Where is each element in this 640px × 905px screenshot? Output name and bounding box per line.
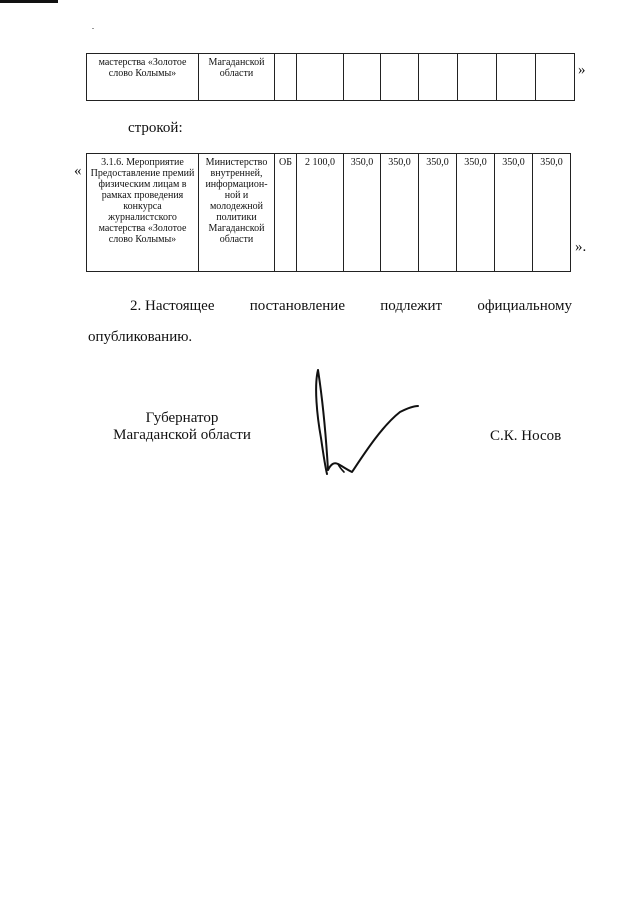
paragraph-2-line-1: [130, 298, 572, 315]
table-cell: [297, 54, 344, 101]
table-cell: [419, 54, 458, 101]
table-cell: [344, 54, 381, 101]
table-row: [87, 54, 575, 101]
new-row-year-value: 350,0: [495, 154, 533, 272]
table-new-row: [86, 153, 571, 272]
new-row-open-quote: «: [74, 163, 82, 179]
header-rule: [0, 0, 58, 3]
paragraph-word: официальному: [477, 298, 572, 314]
new-row-year-value: 350,0: [419, 154, 457, 272]
new-row-year-value: 350,0: [344, 154, 381, 272]
signer-position-line-2: Магаданской области: [113, 427, 251, 443]
signer-position-line-1: Губернатор: [145, 410, 219, 426]
paragraph-word: постановление: [249, 298, 345, 314]
table-cell: [458, 54, 497, 101]
old-row-name: мастерства «Золотое слово Колымы»: [87, 54, 199, 101]
signer-name: С.К. Носов: [490, 428, 562, 444]
replace-word: строкой:: [128, 120, 183, 136]
new-row-total: 2 100,0: [297, 154, 344, 272]
paragraph-word: 2. Настоящее: [130, 298, 215, 314]
table-old-row: [86, 53, 575, 101]
paragraph-2-line-2: опубликованию.: [88, 329, 193, 345]
new-row-source: ОБ: [275, 154, 297, 272]
old-row-close-quote: »: [578, 62, 586, 78]
old-row-executor: Магаданской области: [199, 54, 275, 101]
paragraph-word: подлежит: [380, 298, 443, 314]
table-cell: [275, 54, 297, 101]
new-row-year-value: 350,0: [533, 154, 571, 272]
handwritten-signature: [308, 366, 428, 486]
scan-speck: [92, 28, 94, 29]
new-row-year-value: 350,0: [381, 154, 419, 272]
table-cell: [381, 54, 419, 101]
new-row-close-quote: ».: [575, 239, 587, 255]
new-row-year-value: 350,0: [457, 154, 495, 272]
signer-position: [92, 410, 272, 444]
table-cell: [536, 54, 575, 101]
table-cell: [497, 54, 536, 101]
new-row-executor: Министерство внутренней, информацион-ной и молодежной политики Магаданской области: [199, 154, 275, 272]
table-row: [87, 154, 571, 272]
new-row-name: 3.1.6. Мероприятие Предоставление премий физическим лицам в рамках проведения конкурса журналистского мастерства «Золотое слово Колымы»: [87, 154, 199, 272]
